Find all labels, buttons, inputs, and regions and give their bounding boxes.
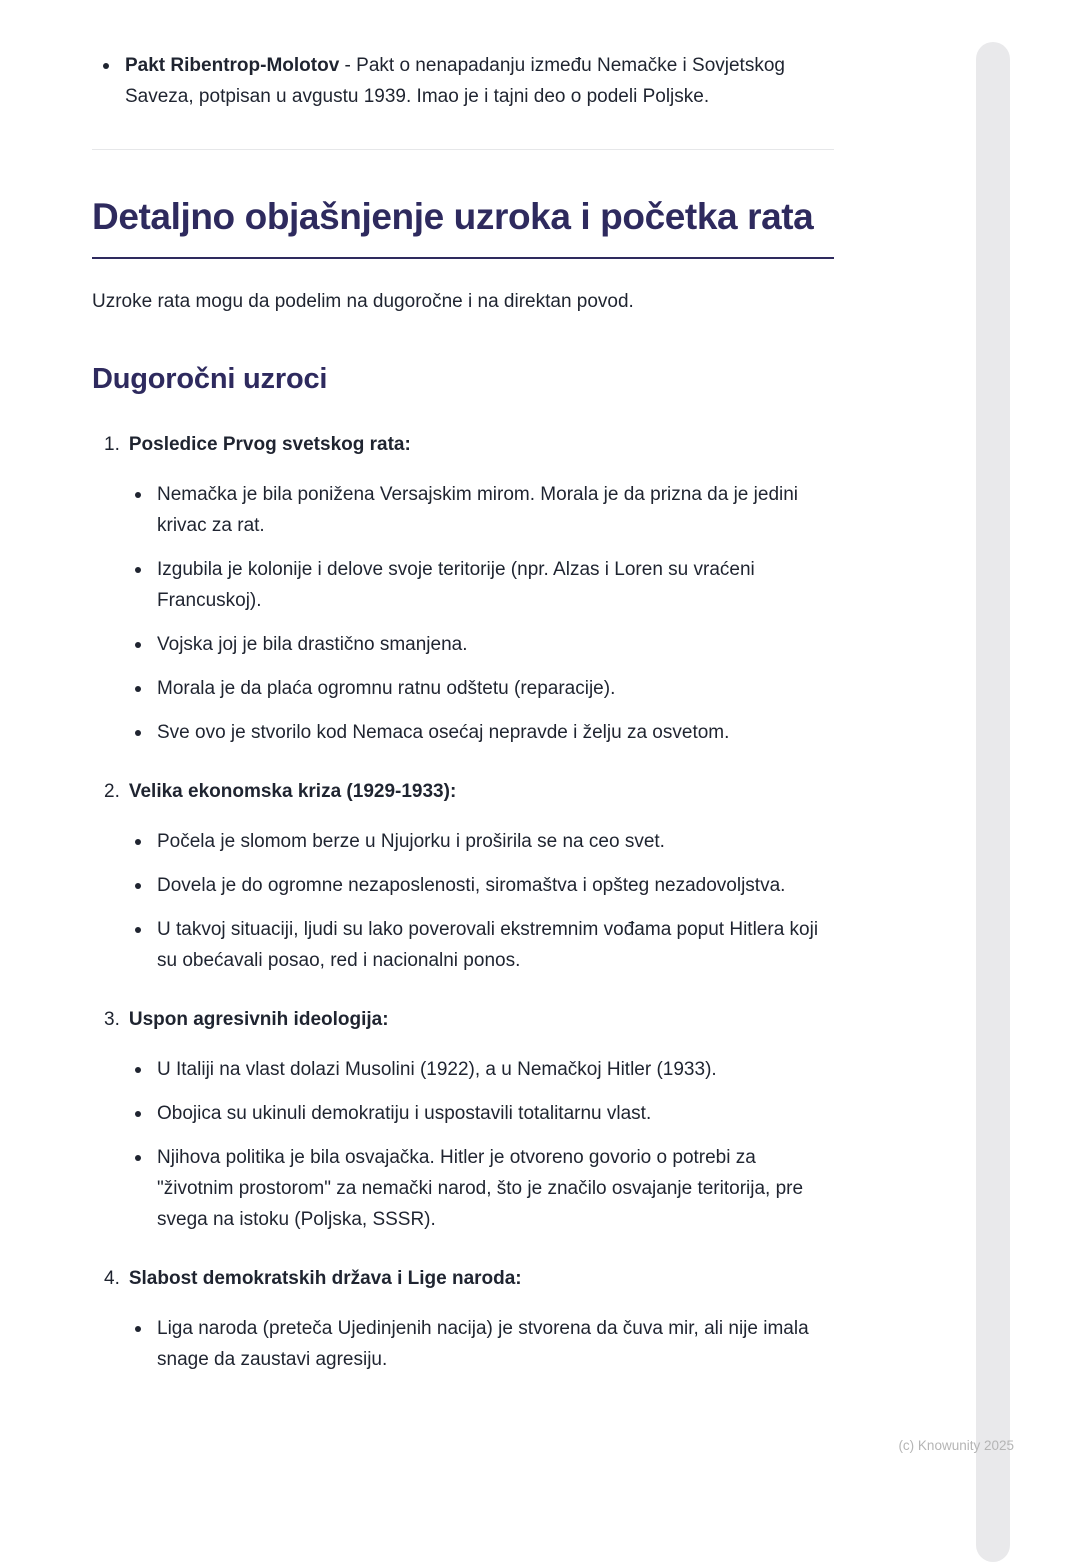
cause-number: 2. [104, 781, 120, 802]
cause-bullet [137, 1142, 834, 1235]
cause-bullet-text: U takvoj situaciji, ljudi su lako poverovali ekstremnim vođama poput Hitlera koji su obećavali posao, red i nacionalni ponos. [157, 919, 819, 971]
cause-title: Uspon agresivnih ideologija: [128, 1009, 389, 1030]
cause-bullet [137, 1054, 834, 1085]
cause-bullet [137, 1313, 834, 1375]
cause-bullet-list [104, 479, 834, 748]
cause-heading [104, 776, 834, 807]
cause-heading [104, 1263, 834, 1294]
cause-bullet [137, 870, 834, 901]
cause-number: 3. [104, 1009, 120, 1030]
cause-heading [104, 429, 834, 460]
cause-bullet [137, 554, 834, 616]
cause-bullet-text: Obojica su ukinuli demokratiju i uspostavili totalitarnu vlast. [157, 1103, 652, 1124]
document-content [92, 50, 834, 1403]
definition-term: Pakt Ribentrop-Molotov [125, 55, 340, 76]
cause-bullet-list [104, 826, 834, 976]
cause-bullet [137, 629, 834, 660]
scrollbar-track[interactable] [976, 42, 1010, 1562]
cause-bullet-text: Počela je slomom berze u Njujorku i proširila se na ceo svet. [157, 831, 665, 852]
cause-bullet [137, 826, 834, 857]
cause-title: Slabost demokratskih država i Lige naroda: [128, 1268, 522, 1289]
cause-bullet-list [104, 1313, 834, 1375]
cause-heading [104, 1004, 834, 1035]
cause-bullet [137, 717, 834, 748]
cause-bullet [137, 914, 834, 976]
cause-bullet-text: Dovela je do ogromne nezaposlenosti, siromaštva i opšteg nezadovoljstva. [157, 875, 786, 896]
cause-bullet-text: Njihova politika je bila osvajačka. Hitler je otvoreno govorio o potrebi za "životnim prostorom" za nemački narod, što je značilo osvajanje teritorija, pre svega na istoku (Poljska, SSSR). [157, 1147, 804, 1230]
cause-bullet [137, 673, 834, 704]
page-title: Detaljno objašnjenje uzroka i početka rata [92, 192, 834, 259]
intro-paragraph: Uzroke rata mogu da podelim na dugoročne i na direktan povod. [92, 291, 634, 312]
causes-list [92, 429, 834, 1375]
cause-bullet-text: Izgubila je kolonije i delove svoje teritorije (npr. Alzas i Loren su vraćeni Francuskoj). [157, 559, 755, 611]
cause-item [104, 429, 834, 748]
cause-item [104, 1263, 834, 1375]
section-heading: Dugoročni uzroci [92, 363, 328, 395]
section-divider [92, 149, 834, 150]
cause-item [104, 776, 834, 976]
cause-bullet [137, 479, 834, 541]
definition-list [92, 50, 834, 112]
definition-item [92, 50, 834, 112]
cause-bullet-text: U Italiji na vlast dolazi Musolini (1922), a u Nemačkoj Hitler (1933). [157, 1059, 717, 1080]
cause-title: Posledice Prvog svetskog rata: [128, 434, 411, 455]
cause-bullet-text: Liga naroda (preteča Ujedinjenih nacija) je stvorena da čuva mir, ali nije imala snage da zaustavi agresiju. [157, 1318, 809, 1370]
cause-bullet-text: Sve ovo je stvorilo kod Nemaca osećaj nepravde i želju za osvetom. [157, 722, 730, 743]
cause-bullet-list [104, 1054, 834, 1235]
cause-bullet-text: Vojska joj je bila drastično smanjena. [157, 634, 468, 655]
cause-number: 1. [104, 434, 120, 455]
definition-description: - Pakt o nenapadanju između Nemačke i Sovjetskog Saveza, potpisan u avgustu 1939. Imao je i tajni deo o podeli Poljske. [125, 55, 785, 107]
cause-bullet-text: Nemačka je bila ponižena Versajskim mirom. Morala je da prizna da je jedini krivac za rat. [157, 484, 799, 536]
cause-bullet-text: Morala je da plaća ogromnu ratnu odštetu (reparacije). [157, 678, 616, 699]
cause-item [104, 1004, 834, 1235]
cause-title: Velika ekonomska kriza (1929-1933): [128, 781, 457, 802]
watermark: (c) Knowunity 2025 [898, 1438, 1014, 1453]
cause-number: 4. [104, 1268, 120, 1289]
cause-bullet [137, 1098, 834, 1129]
